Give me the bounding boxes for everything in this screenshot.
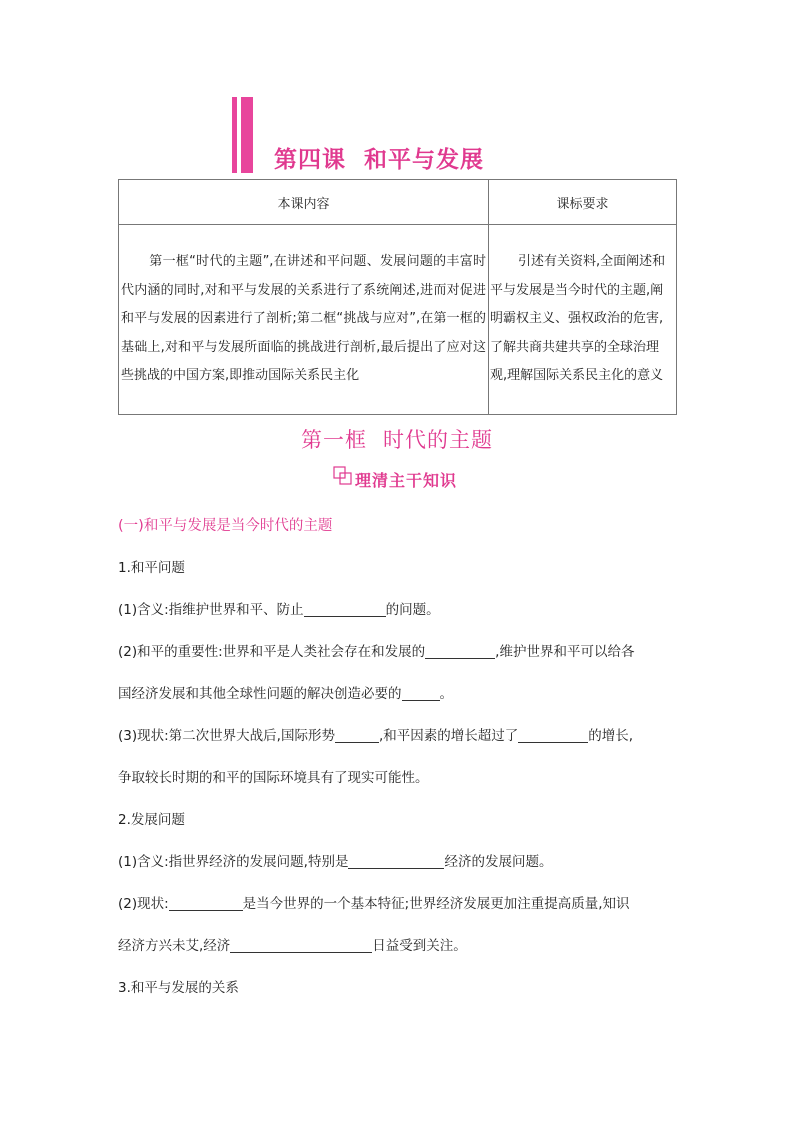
requirement-cell [489,225,677,415]
table-header-row [119,180,677,225]
fill-blank[interactable] [348,854,444,869]
item-peace-importance: (2)和平的重要性:世界和平是人类社会存在和发展的 ,维护世界和平可以给各 [118,644,635,660]
lesson-number: 第四课 [274,147,346,173]
overlapping-squares-icon [333,466,353,486]
item-peace-status-cont: 争取较长时期的和平的国际环境具有了现实可能性。 [118,770,429,786]
requirement-text: 引述有关资料,全面阐述和平与发展是当今时代的主题,阐明霸权主义、强权政治的危害,了解共商共建共享的全球治理观,理解国际关系民主化的意义 [490,254,666,384]
item-peace-status: (3)现状:第二次世界大战后,国际形势 ,和平因素的增长超过了 的增长, [118,728,634,744]
decorative-bar-thick [241,97,253,173]
section-name: 时代的主题 [383,428,493,452]
content-cell [119,225,489,415]
fill-blank[interactable] [518,728,588,743]
lesson-header [232,97,532,173]
fill-blank[interactable] [335,728,379,743]
item-development-meaning: (1)含义:指世界经济的发展问题,特别是 经济的发展问题。 [118,854,553,870]
fill-blank[interactable] [304,602,386,617]
item-peace-title: 1.和平问题 [118,560,185,576]
item-peace-meaning: (1)含义:指维护世界和平、防止 的问题。 [118,602,440,618]
content-text: 第一框“时代的主题”,在讲述和平问题、发展问题的丰富时代内涵的同时,对和平与发展的关系进行了系统阐述,进而对促进和平与发展的因素进行了剖析;第二框“挑战与应对”,在第一框的基础上,对和平与发展所面临的挑战进行剖析,最后提出了应对这些挑战的中国方案,即推动国际关系民主化 [121,254,486,384]
lesson-name: 和平与发展 [364,147,484,173]
item-development-status: (2)现状: 是当今世界的一个基本特征;世界经济发展更加注重提高质量,知识 [118,896,630,912]
section-number: 第一框 [301,428,367,452]
item-peace-importance-cont: 国经济发展和其他全球性问题的解决创造必要的 。 [118,686,453,702]
section-title [0,424,794,454]
fill-blank[interactable] [402,686,440,701]
table-row [119,225,677,415]
header-content: 本课内容 [119,180,489,225]
lesson-title [274,141,484,174]
fill-blank[interactable] [230,938,372,953]
header-requirement: 课标要求 [489,180,677,225]
fill-blank[interactable] [425,644,495,659]
decorative-bar-thin [232,97,237,173]
heading-peace-development: (一)和平与发展是当今时代的主题 [118,518,333,534]
overview-table [118,179,677,415]
badge-label: 理清主干知识 [355,471,458,490]
item-relationship-title: 3.和平与发展的关系 [118,980,239,996]
item-development-status-cont: 经济方兴未艾,经济 日益受到关注。 [118,938,467,954]
item-development-title: 2.发展问题 [118,812,185,828]
fill-blank[interactable] [169,896,243,911]
